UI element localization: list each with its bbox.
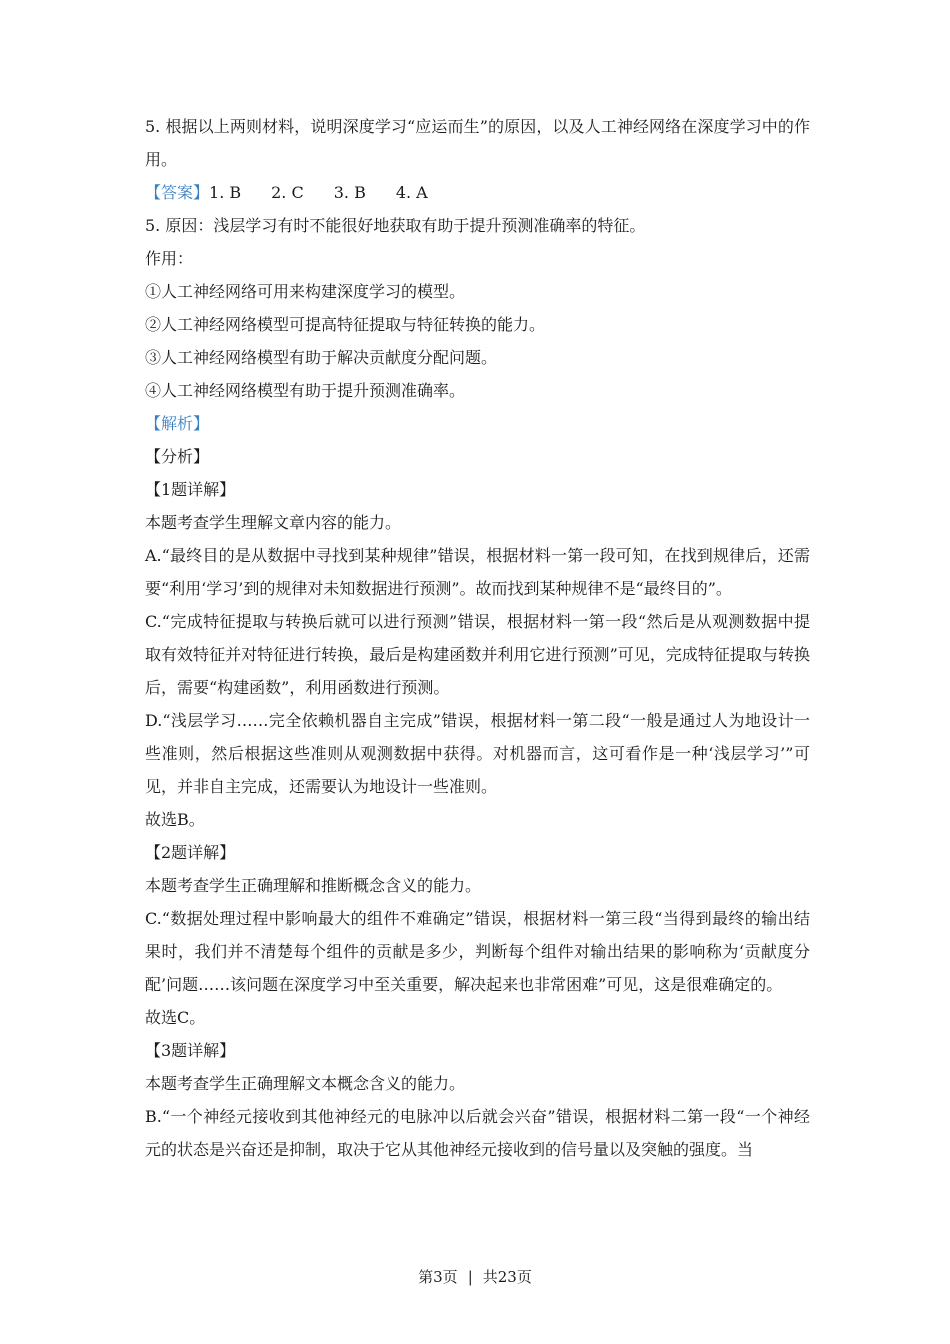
answer-5-role-label: 作用： (145, 249, 194, 268)
q3-title: 【3题详解】 (145, 1041, 236, 1060)
page-number: 第3页 (418, 1268, 458, 1286)
page-total: 共23页 (482, 1268, 532, 1286)
answer-item-3: 3. B (333, 183, 366, 202)
page-footer (0, 1266, 950, 1287)
answer-tag: 【答案】 (145, 183, 210, 202)
answer-line (145, 176, 810, 209)
q1-title: 【1题详解】 (145, 480, 236, 499)
document-content (145, 110, 810, 1166)
answer-5-role-4: ④人工神经网络模型有助于提升预测准确率。 (145, 381, 466, 400)
q1-option-d: D.“浅层学习……完全依赖机器自主完成”错误，根据材料一第二段“一般是通过人为地设计一些准则，然后根据这些准则从观测数据中获得。对机器而言，这可看作是一种‘浅层学习’”可见，并非自主完成，还需要认为地设计一些准则。 (145, 711, 810, 796)
q1-intro: 本题考查学生理解文章内容的能力。 (145, 513, 402, 532)
q2-intro: 本题考查学生正确理解和推断概念含义的能力。 (145, 876, 482, 895)
q2-option-c: C.“数据处理过程中影响最大的组件不难确定”错误，根据材料一第三段“当得到最终的输出结果时，我们并不清楚每个组件的贡献是多少，判断每个组件对输出结果的影响称为‘贡献度分配’问题……该问题在深度学习中至关重要，解决起来也非常困难”可见，这是很难确定的。 (145, 909, 810, 994)
answer-5-role-2: ②人工神经网络模型可提高特征提取与特征转换的能力。 (145, 315, 546, 334)
q3-option-b: B.“一个神经元接收到其他神经元的电脉冲以后就会兴奋”错误，根据材料二第一段“一个神经元的状态是兴奋还是抑制，取决于它从其他神经元接收到的信号量以及突触的强度。当 (145, 1107, 810, 1159)
answer-item-2: 2. C (271, 183, 304, 202)
q1-choice: 故选B。 (145, 810, 205, 829)
fenxi-heading: 【分析】 (145, 447, 210, 466)
answer-5-reason: 5. 原因：浅层学习有时不能很好地获取有助于提升预测准确率的特征。 (145, 216, 646, 235)
question-5: 5. 根据以上两则材料，说明深度学习“应运而生”的原因，以及人工神经网络在深度学习中的作用。 (145, 117, 810, 169)
answer-5-role-3: ③人工神经网络模型有助于解决贡献度分配问题。 (145, 348, 498, 367)
q2-choice: 故选C。 (145, 1008, 206, 1027)
analysis-tag: 【解析】 (145, 414, 210, 433)
q1-option-a: A.“最终目的是从数据中寻找到某种规律”错误，根据材料一第一段可知，在找到规律后，还需要“利用‘学习’到的规律对未知数据进行预测”。故而找到某种规律不是“最终目的”。 (145, 546, 810, 598)
answer-5-role-1: ①人工神经网络可用来构建深度学习的模型。 (145, 282, 466, 301)
footer-separator: | (467, 1268, 473, 1286)
q3-intro: 本题考查学生正确理解文本概念含义的能力。 (145, 1074, 466, 1093)
answer-item-1: 1. B (209, 183, 242, 202)
q1-option-c: C.“完成特征提取与转换后就可以进行预测”错误，根据材料一第一段“然后是从观测数据中提取有效特征并对特征进行转换，最后是构建函数并利用它进行预测”可见，完成特征提取与转换后，需要“构建函数”，利用函数进行预测。 (145, 612, 810, 697)
q2-title: 【2题详解】 (145, 843, 236, 862)
answer-item-4: 4. A (395, 183, 428, 202)
